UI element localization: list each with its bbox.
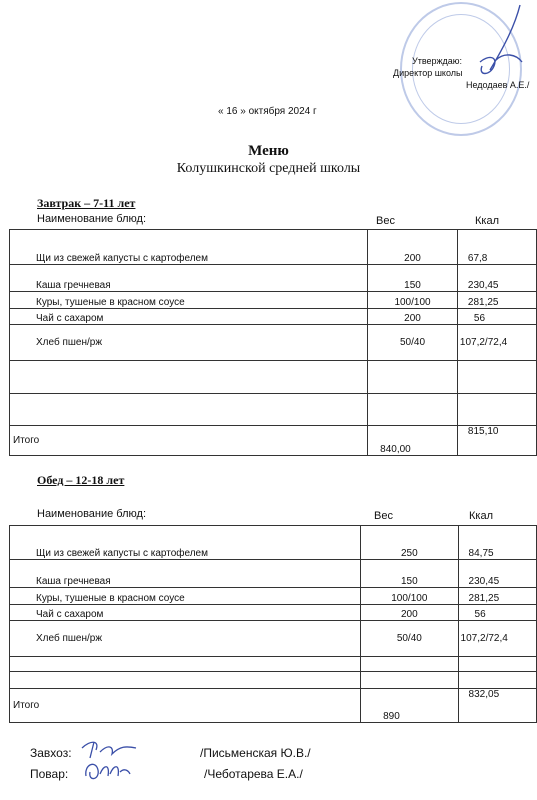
breakfast-col-kcal: Ккал (475, 215, 499, 227)
table-row-total (10, 689, 537, 723)
dish-kcal: 56 (458, 605, 536, 621)
table-row (10, 230, 537, 265)
table-row (10, 657, 537, 672)
dish-name: Каша гречневая (10, 265, 368, 292)
dish-name: Куры, тушеные в красном соусе (10, 292, 368, 309)
dish-weight: 250 (361, 526, 458, 560)
lunch-col-name: Наименование блюд: (37, 508, 147, 520)
dish-weight: 50/40 (368, 325, 458, 361)
cook-label: Повар: (30, 767, 69, 781)
dish-weight: 100/100 (361, 588, 458, 605)
dish-kcal: 107,2/72,4 (458, 621, 536, 657)
dish-weight (368, 361, 458, 394)
total-label: Итого (10, 689, 361, 723)
dish-weight: 150 (368, 265, 458, 292)
dish-weight: 100/100 (368, 292, 458, 309)
approval-line-3: Недодаев А.Е./ (466, 80, 530, 90)
lunch-table (9, 525, 537, 723)
dish-weight (361, 672, 458, 689)
approval-line-2: Директор школы (393, 68, 463, 78)
dish-name (10, 657, 361, 672)
breakfast-heading: Завтрак – 7-11 лет (37, 196, 136, 210)
total-weight: 890 (361, 689, 458, 723)
dish-weight (368, 394, 458, 426)
director-signature (460, 0, 535, 90)
dish-kcal: 84,75 (458, 526, 536, 560)
dish-weight: 50/40 (361, 621, 458, 657)
table-row (10, 605, 537, 621)
dish-weight (361, 657, 458, 672)
table-row (10, 588, 537, 605)
supply-manager-name: /Письменская Ю.В./ (200, 746, 311, 760)
dish-name (10, 361, 368, 394)
dish-kcal: 107,2/72,4 (457, 325, 536, 361)
dish-kcal: 230,45 (458, 560, 536, 588)
cook-name: /Чеботарева Е.А./ (204, 767, 303, 781)
table-row (10, 361, 537, 394)
breakfast-col-weight: Вес (376, 215, 395, 227)
table-row-total (10, 426, 537, 456)
dish-kcal: 56 (457, 309, 536, 325)
breakfast-col-name: Наименование блюд: (37, 213, 147, 225)
dish-kcal: 281,25 (457, 292, 536, 309)
dish-kcal (457, 361, 536, 394)
breakfast-table (9, 229, 537, 456)
table-row (10, 325, 537, 361)
lunch-heading: Обед – 12-18 лет (37, 473, 125, 487)
dish-name: Хлеб пшен/рж (10, 621, 361, 657)
table-row (10, 309, 537, 325)
dish-kcal: 281,25 (458, 588, 536, 605)
cook-signature (80, 756, 132, 786)
dish-weight: 150 (361, 560, 458, 588)
dish-kcal: 67,8 (457, 230, 536, 265)
table-row (10, 621, 537, 657)
table-row (10, 394, 537, 426)
dish-weight: 200 (361, 605, 458, 621)
dish-name: Чай с сахаром (10, 605, 361, 621)
dish-name: Куры, тушеные в красном соусе (10, 588, 361, 605)
dish-weight: 200 (368, 230, 458, 265)
dish-name: Хлеб пшен/рж (10, 325, 368, 361)
total-kcal: 815,10 (457, 426, 536, 456)
dish-kcal (458, 672, 536, 689)
table-row (10, 526, 537, 560)
total-kcal: 832,05 (458, 689, 536, 723)
table-row (10, 265, 537, 292)
dish-name: Щи из свежей капусты с картофелем (10, 230, 368, 265)
dish-name (10, 672, 361, 689)
dish-name (10, 394, 368, 426)
dish-name: Щи из свежей капусты с картофелем (10, 526, 361, 560)
dish-kcal (458, 657, 536, 672)
dish-kcal: 230,45 (457, 265, 536, 292)
dish-name: Чай с сахаром (10, 309, 368, 325)
supply-manager-label: Завхоз: (30, 746, 72, 760)
page-title: Меню (248, 143, 289, 159)
lunch-col-kcal: Ккал (469, 510, 493, 522)
document-date: « 16 » октября 2024 г (218, 106, 317, 117)
dish-name: Каша гречневая (10, 560, 361, 588)
page-subtitle: Колушкинской средней школы (176, 161, 361, 176)
total-label: Итого (10, 426, 368, 456)
total-weight: 840,00 (368, 426, 458, 456)
table-row (10, 292, 537, 309)
dish-kcal (457, 394, 536, 426)
dish-weight: 200 (368, 309, 458, 325)
approval-line-1: Утверждаю: (412, 56, 463, 66)
lunch-col-weight: Вес (374, 510, 393, 522)
table-row (10, 560, 537, 588)
table-row (10, 672, 537, 689)
